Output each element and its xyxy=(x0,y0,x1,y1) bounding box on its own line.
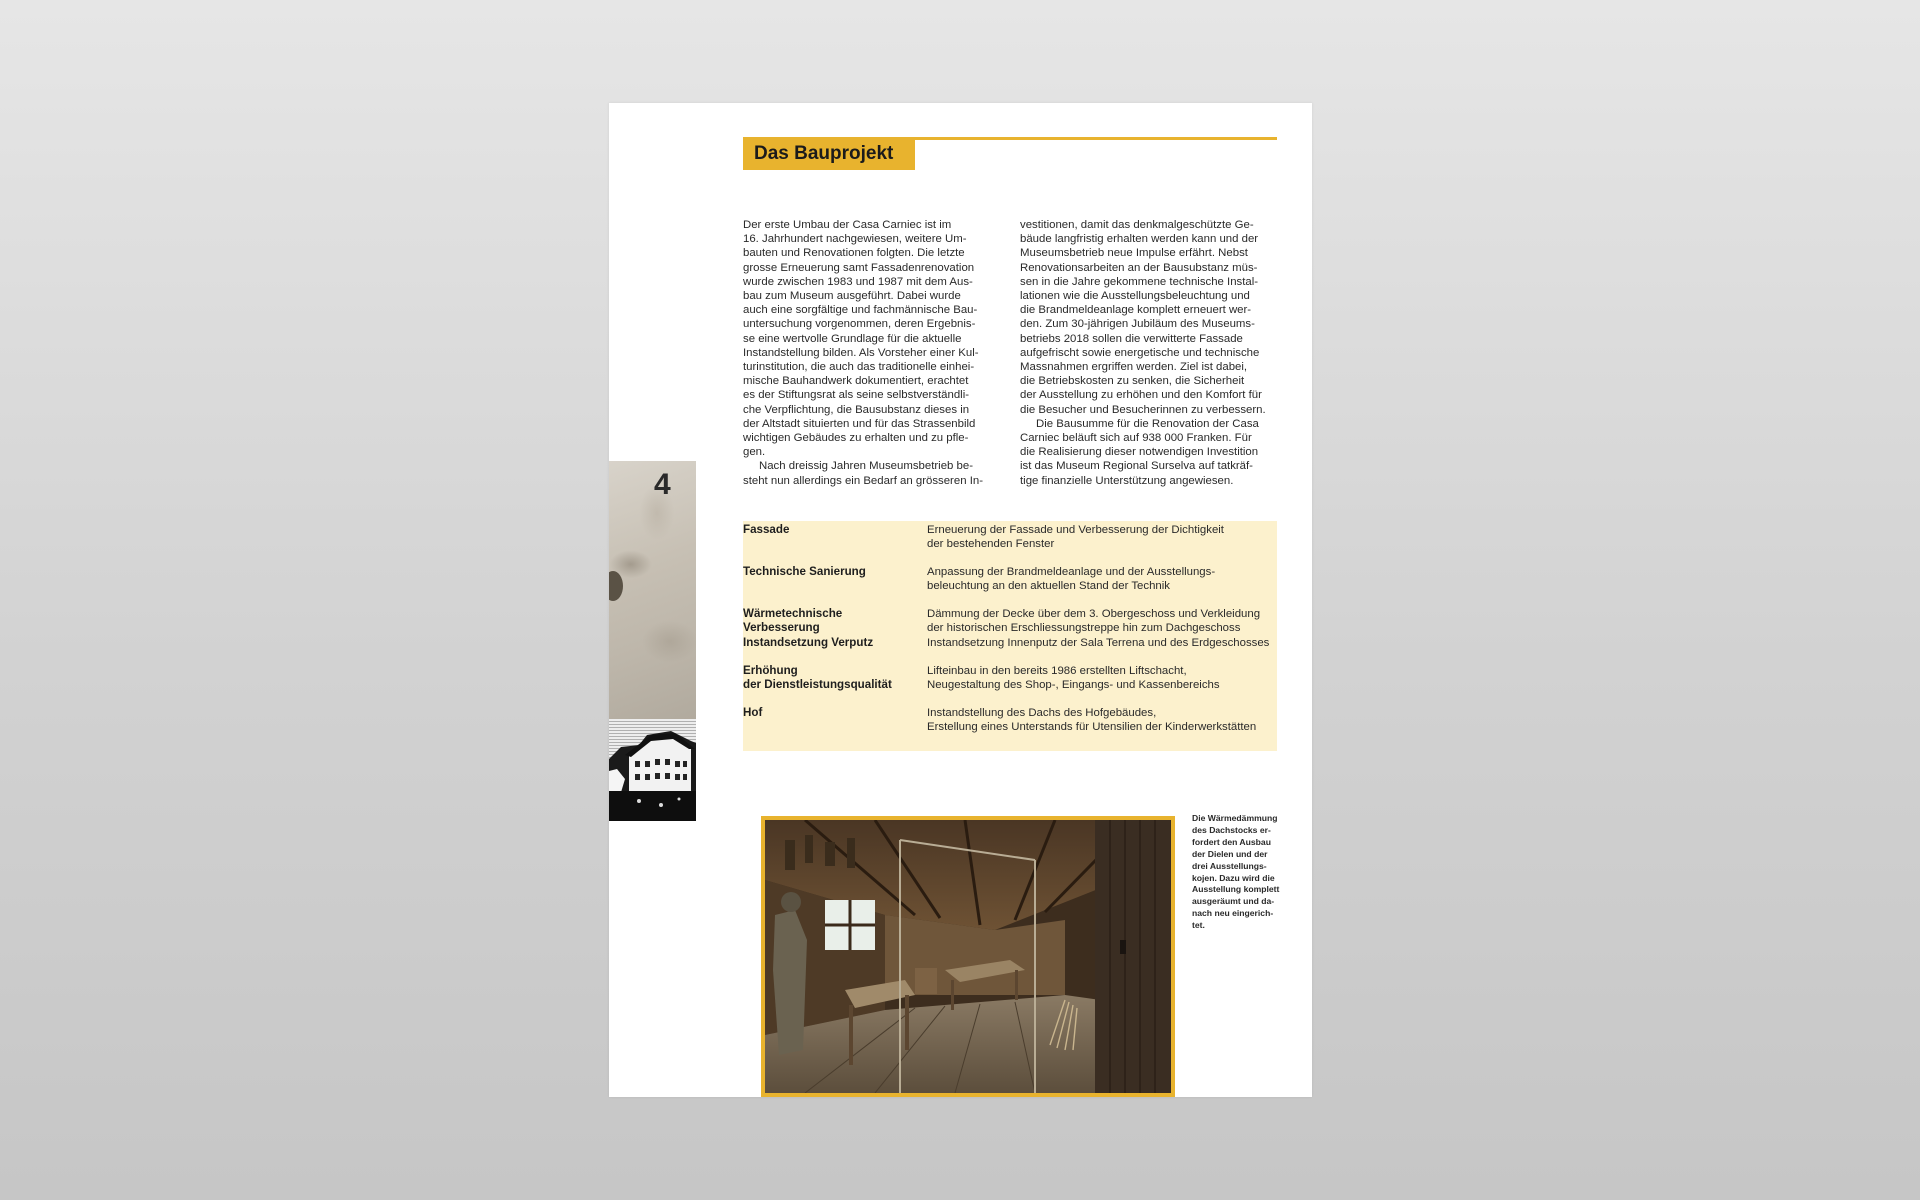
text-line: ist das Museum Regional Surselva auf tatkräf- xyxy=(1020,460,1253,473)
measure-label xyxy=(743,565,923,579)
text-line: der Ausstellung zu erhöhen und den Komfort für xyxy=(1020,389,1262,402)
text-line: nach neu eingerich- xyxy=(1192,908,1274,919)
measure-label xyxy=(743,607,923,636)
measure-label-line: Verbesserung xyxy=(743,621,820,635)
text-line: fordert den Ausbau xyxy=(1192,836,1271,847)
section-number: 4 xyxy=(654,468,671,501)
text-line: die Besucher und Besucherinnen zu verbessern. xyxy=(1020,403,1266,416)
text-line: gen. xyxy=(743,446,766,459)
text-line: steht nun allerdings ein Bedarf an grösseren In- xyxy=(743,474,983,487)
measure-description xyxy=(927,565,1277,594)
text-line: mische Bauhandwerk dokumentiert, erachtet xyxy=(743,375,969,388)
measure-description-line: der bestehenden Fenster xyxy=(927,538,1055,551)
measure-description xyxy=(927,607,1277,636)
measure-description-line: Erneuerung der Fassade und Verbesserung der Dichtigkeit xyxy=(927,524,1224,536)
text-line: Die Wärmedämmung xyxy=(1192,813,1278,823)
text-line: die Betriebskosten zu senken, die Sicherheit xyxy=(1020,375,1245,388)
measure-label-line: Fassade xyxy=(743,523,790,536)
text-line: vestitionen, damit das denkmalgeschützte Ge- xyxy=(1020,219,1254,231)
measure-description-line: Dämmung der Decke über dem 3. Obergeschoss und Verkleidung xyxy=(927,608,1261,620)
text-line: ausgeräumt und da- xyxy=(1192,896,1275,907)
measure-description-line: Lifteinbau in den bereits 1986 erstellten Liftschacht, xyxy=(927,665,1187,677)
measure-description-line: Erstellung eines Unterstands für Utensilien der Kinderwerkstätten xyxy=(927,721,1257,734)
photo-caption xyxy=(1192,813,1284,932)
text-line: se eine wertvolle Grundlage für die aktuelle xyxy=(743,332,962,345)
section-heading: Das Bauprojekt xyxy=(743,138,915,170)
text-line: tige finanzielle Unterstützung angewiesen. xyxy=(1020,474,1234,487)
measures-table xyxy=(743,521,1277,751)
text-line: der Altstadt situierten und für das Strassenbild xyxy=(743,417,976,430)
measure-label-line: Hof xyxy=(743,706,763,719)
text-line: che Verpflichtung, die Bausubstanz dieses in xyxy=(743,403,970,416)
text-line: aufgefrischt sowie energetische und technische xyxy=(1020,346,1260,359)
measure-description-line: Anpassung der Brandmeldeanlage und der Ausstellungs- xyxy=(927,566,1216,578)
text-line: wichtigen Gebäudes zu erhalten und zu pfle- xyxy=(743,432,969,445)
measure-label-line: Instandsetzung Verputz xyxy=(743,636,874,649)
measure-description xyxy=(927,636,1277,650)
measure-description-line: der historischen Erschliessungstreppe hin zum Dachgeschoss xyxy=(927,622,1241,635)
text-line: die Brandmeldeanlage komplett erneuert wer- xyxy=(1020,304,1252,317)
text-line: auch eine sorgfältige und fachmännische Bau- xyxy=(743,304,978,317)
measure-label-line: Wärmetechnische xyxy=(743,607,843,620)
text-line: Instandstellung bilden. Als Vorsteher einer Kul- xyxy=(743,346,979,359)
text-line: der Dielen und der xyxy=(1192,848,1268,859)
body-text-left-column xyxy=(743,218,989,488)
text-line: Renovationsarbeiten an der Bausubstanz müs- xyxy=(1020,261,1258,274)
text-line: wurde zwischen 1983 und 1987 mit dem Aus- xyxy=(743,275,973,288)
text-line: den. Zum 30-jährigen Jubiläum des Museums- xyxy=(1020,318,1255,331)
text-line: betriebs 2018 sollen die verwitterte Fassade xyxy=(1020,332,1243,345)
text-line: Ausstellung komplett xyxy=(1192,884,1280,895)
text-line: es der Stiftungsrat als seine selbstverständli- xyxy=(743,389,970,402)
text-line: bäude langfristig erhalten werden kann und der xyxy=(1020,233,1259,246)
measure-label xyxy=(743,636,923,650)
text-line: Nach dreissig Jahren Museumsbetrieb be- xyxy=(759,460,973,473)
measure-label xyxy=(743,706,923,720)
measure-description-line: Instandstellung des Dachs des Hofgebäudes, xyxy=(927,707,1157,719)
text-line: des Dachstocks er- xyxy=(1192,824,1271,835)
measure-description-line: Neugestaltung des Shop-, Eingangs- und Kassenbereichs xyxy=(927,679,1220,692)
measure-label-line: der Dienstleistungsqualität xyxy=(743,678,892,692)
measure-label xyxy=(743,664,923,693)
measure-description-line: beleuchtung an den aktuellen Stand der Technik xyxy=(927,580,1170,593)
body-text-right-column xyxy=(1020,218,1266,488)
measure-label xyxy=(743,523,923,537)
measure-label-line: Erhöhung xyxy=(743,664,798,677)
text-line: kojen. Dazu wird die xyxy=(1192,872,1275,883)
text-line: lationen wie die Ausstellungsbeleuchtung und xyxy=(1020,290,1250,303)
text-line: Der erste Umbau der Casa Carniec ist im xyxy=(743,219,952,231)
text-line: die Realisierung dieser notwendigen Investition xyxy=(1020,446,1259,459)
text-line: Carniec beläuft sich auf 938 000 Franken. Für xyxy=(1020,432,1252,445)
text-line: untersuchung vorgenommen, deren Ergebnis- xyxy=(743,318,976,331)
measure-description xyxy=(927,664,1277,693)
document-page xyxy=(609,103,1312,1097)
building-photo xyxy=(609,719,696,821)
measure-label-line: Technische Sanierung xyxy=(743,565,866,578)
photo-frame xyxy=(761,816,1175,1097)
measure-description xyxy=(927,706,1277,735)
text-line: grosse Erneuerung samt Fassadenrenovation xyxy=(743,261,975,274)
plaster-wall-image xyxy=(609,461,696,719)
text-line: sen in die Jahre gekommene technische Instal- xyxy=(1020,275,1259,288)
attic-exhibition-photo xyxy=(765,820,1171,1093)
text-line: bau zum Museum ausgeführt. Dabei wurde xyxy=(743,290,961,303)
text-line: bauten und Renovationen folgten. Die letzte xyxy=(743,247,965,260)
text-line: Museumsbetrieb neue Impulse erfährt. Nebst xyxy=(1020,247,1248,260)
text-line: Massnahmen ergriffen werden. Ziel ist dabei, xyxy=(1020,361,1248,374)
measure-description xyxy=(927,523,1277,552)
measure-description-line: Instandsetzung Innenputz der Sala Terrena und des Erdgeschosses xyxy=(927,637,1270,649)
text-line: turinstitution, die auch das traditionelle einhei- xyxy=(743,361,975,374)
text-line: 16. Jahrhundert nachgewiesen, weitere Um- xyxy=(743,233,967,246)
text-line: tet. xyxy=(1192,920,1205,931)
text-line: drei Ausstellungs- xyxy=(1192,860,1267,871)
text-line: Die Bausumme für die Renovation der Casa xyxy=(1036,417,1259,430)
sidebar-image-strip xyxy=(609,461,696,821)
